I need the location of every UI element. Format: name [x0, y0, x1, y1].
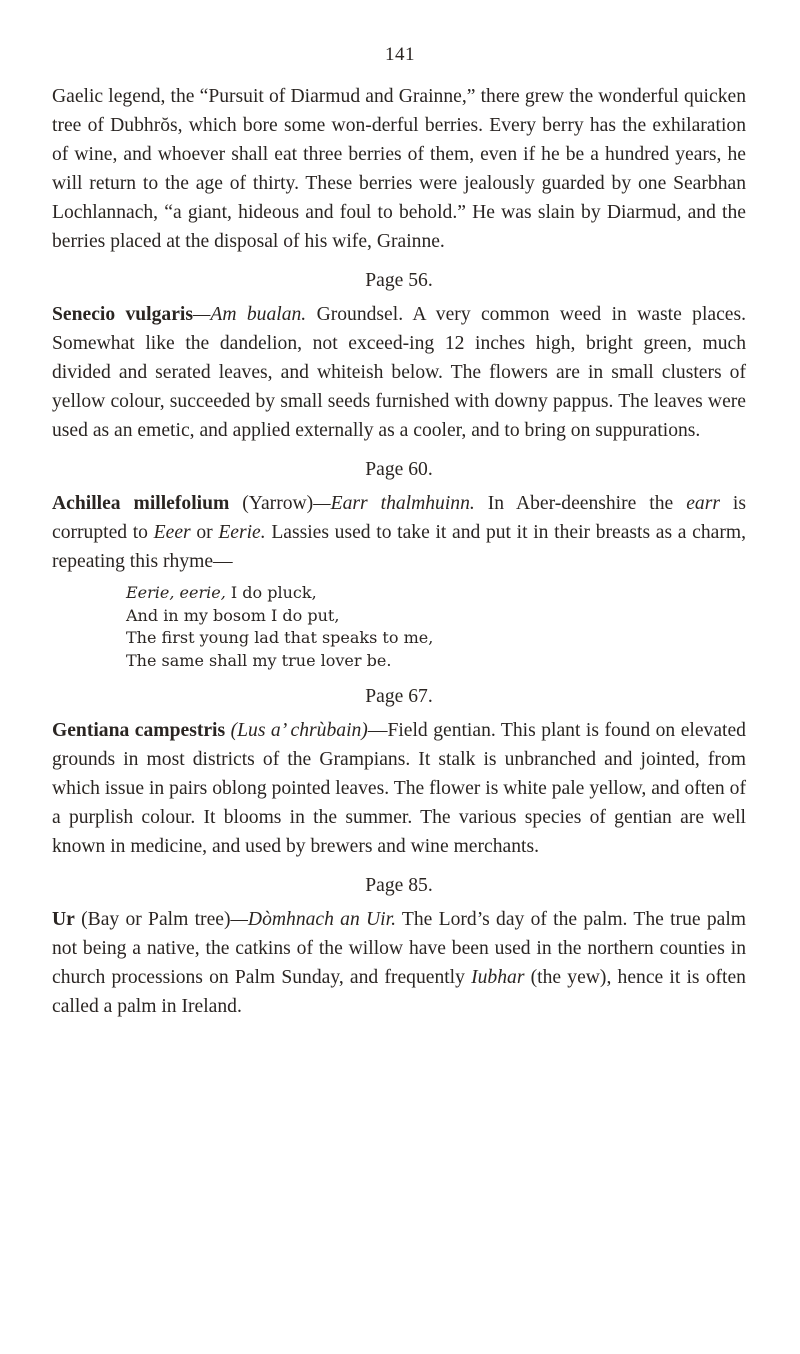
italic-word: Eeer: [153, 522, 191, 543]
entry-description: Groundsel. A very common weed in waste places. Somewhat like the dandelion, not exceed-ing 12 inches high, bright green, much divided and serated leaves, and whiteish below. The flowers are in small clusters of yellow colour, succeeded by small seeds furnished with downy pappus. The leaves were used as an emetic, and applied externally as a cooler, and to bring on suppurations.: [52, 304, 747, 441]
achillea-entry: [52, 489, 746, 576]
page-heading-85: Page 85.: [365, 875, 433, 896]
entry-description: or: [190, 522, 219, 543]
entry-term: Senecio vulgaris: [52, 304, 193, 325]
gaelic-name: —Am bualan.: [192, 304, 307, 325]
gentiana-entry: [52, 716, 746, 861]
entry-description: is corrupted to: [52, 493, 747, 543]
page-heading-56: Page 56.: [365, 270, 433, 291]
entry-description: —Field gentian. This plant is found on elevated grounds in most districts of the Grampians. It stalk is unbranched and jointed, from which issue in pairs oblong pointed leaves. The flower is white pale yellow, and often of a purplish colour. It blooms in the summer. The various species of gentian are well known in medicine, and used by brewers and wine merchants.: [52, 720, 746, 857]
italic-word: Eerie.: [218, 522, 266, 543]
entry-description: In Aber-deenshire the: [474, 493, 687, 514]
page-number: 141: [385, 44, 415, 65]
ur-entry: [52, 905, 746, 1021]
gaelic-name: —Earr thalmhuinn.: [313, 493, 475, 514]
rhyme-line: The first young lad that speaks to me,: [126, 628, 434, 647]
rhyme-italic: Eerie, eerie,: [126, 583, 226, 602]
page-body: [52, 82, 746, 1021]
rhyme-block: [52, 582, 746, 672]
rhyme-line: The same shall my true lover be.: [126, 650, 392, 670]
gaelic-name: —Dòmhnach an Uir.: [230, 909, 396, 930]
entry-description: Lassies used to take it and put it in their breasts as a charm, repeating this rhyme—: [52, 522, 746, 572]
entry-term: Achillea millefolium: [52, 493, 230, 514]
rhyme-line: [126, 582, 746, 605]
gaelic-name: (Lus a’ chrùbain): [225, 720, 368, 741]
rhyme-line: And in my bosom I do put,: [126, 605, 340, 625]
italic-word: earr: [686, 493, 720, 514]
common-name: (Bay or Palm tree): [74, 909, 231, 930]
page-heading-60: Page 60.: [365, 459, 433, 480]
rhyme-text: I do pluck,: [225, 583, 317, 602]
entry-term: Ur: [52, 909, 75, 930]
gaelic-legend-paragraph: Gaelic legend, the “Pursuit of Diarmud and Grainne,” there grew the wonderful quicken tree of Dubhrŏs, which bore some won-derful berries. Every berry has the exhilaration of wine, and whoever shall eat three berries of them, even if he be a hundred years, he will return to the age of thirty. These berries were jealously guarded by one Searbhan Lochlannach, “a giant, hideous and foul to behold.” He was slain by Diarmud, and the berries placed at the disposal of his wife, Grainne.: [52, 86, 746, 252]
senecio-entry: [52, 300, 746, 445]
entry-term: Gentiana campestris: [52, 720, 226, 741]
entry-description: The Lord’s day of the palm. The true palm not being a native, the catkins of the willow have been used in the northern counties in church processions on Palm Sunday, and frequently: [52, 909, 746, 988]
entry-description: (the yew), hence it is often called a palm in Ireland.: [52, 967, 746, 1017]
italic-word: Iubhar: [471, 967, 525, 988]
page-heading-67: Page 67.: [365, 686, 433, 707]
common-name: (Yarrow): [229, 493, 314, 514]
